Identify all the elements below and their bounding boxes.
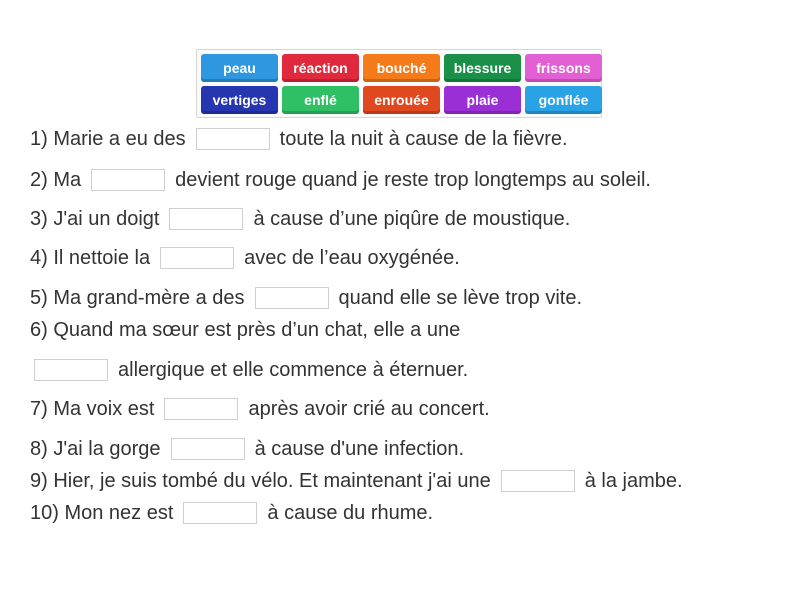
sentence-5 (30, 286, 582, 310)
word-tile-vertiges[interactable]: vertiges (201, 86, 278, 114)
word-tile-peau[interactable]: peau (201, 54, 278, 82)
sentence-text: 8) J'ai la gorge (30, 438, 161, 460)
sentence-7 (30, 397, 490, 421)
sentence-6-continued (34, 358, 468, 382)
answer-blank-3[interactable] (169, 208, 243, 230)
sentence-text: 5) Ma grand-mère a des (30, 287, 245, 309)
sentence-text: quand elle se lève trop vite. (338, 287, 583, 309)
sentence-4 (30, 246, 460, 270)
sentence-text: allergique et elle commence à éternuer. (118, 359, 469, 381)
word-tile-plaie[interactable]: plaie (444, 86, 521, 114)
sentence-text: 10) Mon nez est (30, 502, 174, 524)
word-tile-reaction[interactable]: réaction (282, 54, 359, 82)
answer-blank-9[interactable] (501, 470, 575, 492)
answer-blank-10[interactable] (183, 502, 257, 524)
word-tile-enfle[interactable]: enflé (282, 86, 359, 114)
answer-blank-6[interactable] (34, 359, 108, 381)
sentence-text: 6) Quand ma sœur est près d’un chat, elle a une (30, 319, 461, 341)
sentence-text: 2) Ma (30, 169, 82, 191)
word-tile-frissons[interactable]: frissons (525, 54, 602, 82)
sentence-9 (30, 469, 683, 493)
answer-blank-8[interactable] (171, 438, 245, 460)
word-tile-gonflee[interactable]: gonflée (525, 86, 602, 114)
sentence-8 (30, 437, 464, 461)
word-tile-blessure[interactable]: blessure (444, 54, 521, 82)
sentence-6 (30, 318, 460, 342)
sentence-text: à cause d’une piqûre de moustique. (253, 208, 571, 230)
answer-blank-4[interactable] (160, 247, 234, 269)
answer-blank-1[interactable] (196, 128, 270, 150)
sentence-text: à la jambe. (584, 470, 683, 492)
answer-blank-2[interactable] (91, 169, 165, 191)
sentence-text: 4) Il nettoie la (30, 247, 151, 269)
sentence-text: après avoir crié au concert. (248, 398, 490, 420)
sentence-10 (30, 501, 433, 525)
sentence-text: à cause d'une infection. (254, 438, 465, 460)
sentence-text: 1) Marie a eu des (30, 128, 186, 150)
sentence-3 (30, 207, 570, 231)
sentence-text: devient rouge quand je reste trop longtemps au soleil. (175, 169, 651, 191)
sentence-1 (30, 127, 568, 151)
answer-blank-7[interactable] (164, 398, 238, 420)
word-bank (196, 49, 602, 118)
sentence-2 (30, 168, 651, 192)
sentence-text: avec de l’eau oxygénée. (244, 247, 460, 269)
word-tile-enrouee[interactable]: enrouée (363, 86, 440, 114)
sentence-text: à cause du rhume. (267, 502, 434, 524)
sentence-text: 3) J'ai un doigt (30, 208, 160, 230)
sentence-text: 7) Ma voix est (30, 398, 155, 420)
answer-blank-5[interactable] (255, 287, 329, 309)
word-tile-bouche[interactable]: bouché (363, 54, 440, 82)
sentence-text: toute la nuit à cause de la fièvre. (279, 128, 568, 150)
sentence-text: 9) Hier, je suis tombé du vélo. Et maintenant j'ai une (30, 470, 491, 492)
